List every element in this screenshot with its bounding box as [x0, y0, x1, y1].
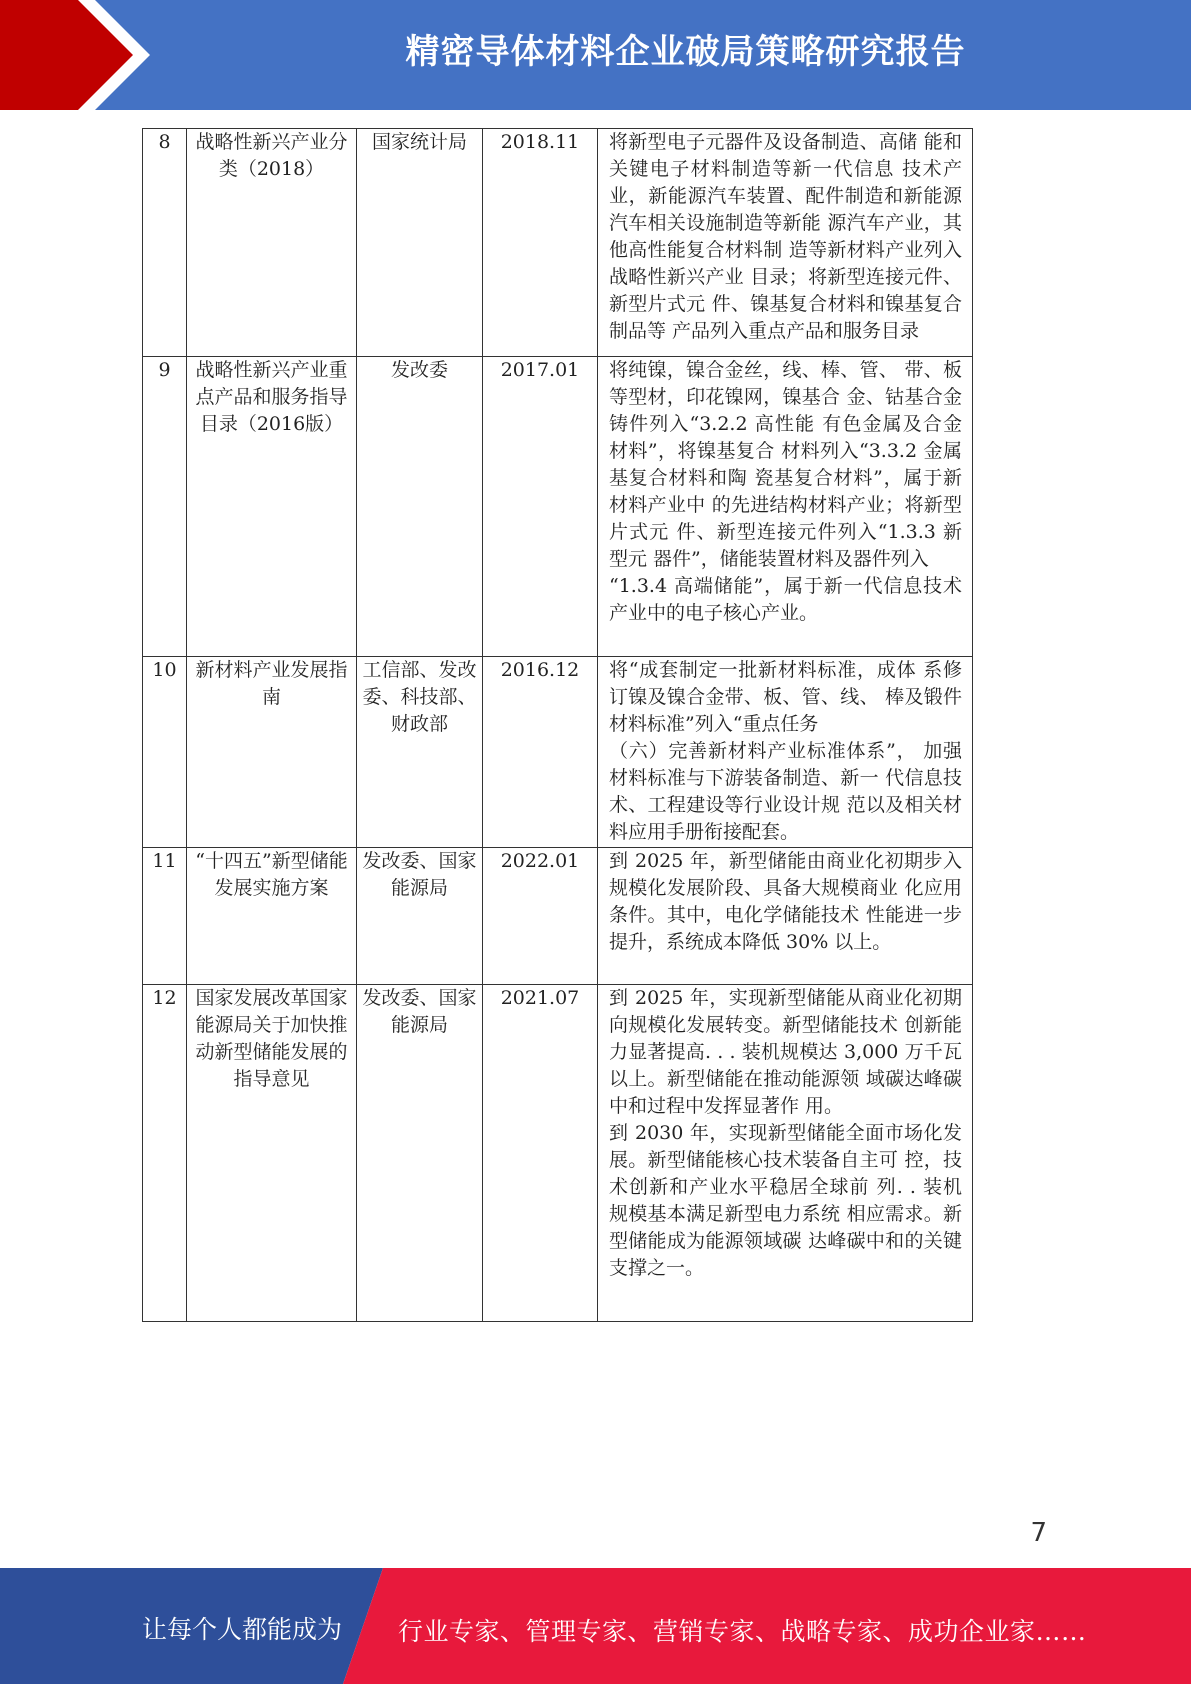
issuing-department: 国家统计局 — [357, 129, 483, 357]
header-band — [0, 0, 1191, 110]
page-number: 7 — [1030, 1518, 1047, 1548]
issuing-department: 发改委 — [357, 357, 483, 657]
description-paragraph: 到 2025 年，实现新型储能从商业化初期向规模化发展转变。新型储能技术 创新能力显著提高. . . 装机规模达 3,000 万千瓦以上。新型储能在推动能源领 域碳达峰碳中和过程中发挥显著作 用。 — [609, 987, 962, 1117]
header-arrow-icon — [0, 0, 160, 110]
policy-name: 战略性新兴产业分类（2018） — [187, 129, 357, 357]
policy-description — [598, 848, 973, 985]
policy-name: “十四五”新型储能发展实施方案 — [187, 848, 357, 985]
policy-name: 新材料产业发展指南 — [187, 657, 357, 848]
policy-name: 战略性新兴产业重点产品和服务指导目录（2016版） — [187, 357, 357, 657]
table-row — [143, 657, 973, 848]
description-paragraph: 到 2030 年，实现新型储能全面市场化发展。新型储能核心技术装备自主可 控，技术创新和产业水平稳居全球前 列. . 装机规模基本满足新型电力系统 相应需求。新型储能成为能源领域碳 达峰碳中和的关键支撑之一。 — [609, 1122, 962, 1279]
policy-description — [598, 657, 973, 848]
issue-date: 2017.01 — [483, 357, 598, 657]
description-paragraph: 将“成套制定一批新材料标准，成体 系修订镍及镍合金带、板、管、线、 棒及锻件材料标准”列入“重点任务 — [609, 659, 962, 735]
issue-date: 2022.01 — [483, 848, 598, 985]
issue-date: 2021.07 — [483, 985, 598, 1322]
report-title: 精密导体材料企业破局策略研究报告 — [405, 32, 966, 72]
row-number: 9 — [143, 357, 187, 657]
policy-name: 国家发展改革国家能源局关于加快推动新型储能发展的指导意见 — [187, 985, 357, 1322]
description-paragraph: （六）完善新材料产业标准体系”， 加强材料标准与下游装备制造、新一 代信息技术、工程建设等行业设计规 范以及相关材料应用手册衔接配套。 — [609, 740, 962, 843]
issue-date: 2018.11 — [483, 129, 598, 357]
issuing-department: 工信部、发改委、科技部、财政部 — [357, 657, 483, 848]
row-number: 8 — [143, 129, 187, 357]
issuing-department: 发改委、国家能源局 — [357, 848, 483, 985]
row-number: 12 — [143, 985, 187, 1322]
description-paragraph: 将纯镍，镍合金丝，线、棒、管、 带、板等型材，印花镍网，镍基合 金、钴基合金铸件列入“3.2.2 高性能 有色金属及合金材料”，将镍基复合 材料列入“3.3.2 金属基复合材料和陶 瓷基复合材料”，属于新材料产业中 的先进结构材料产业；将新型片式元 件、新型连接元件列入“1.3.3 新型元 器件”，储能装置材料及器件列入 — [609, 359, 962, 570]
row-number: 10 — [143, 657, 187, 848]
issue-date: 2016.12 — [483, 657, 598, 848]
footer-slogan-left: 让每个人都能成为 — [142, 1615, 343, 1644]
table-row — [143, 985, 973, 1322]
policy-description — [598, 985, 973, 1322]
table-row — [143, 848, 973, 985]
row-number: 11 — [143, 848, 187, 985]
policy-description — [598, 357, 973, 657]
policy-table — [142, 128, 973, 1322]
policy-description — [598, 129, 973, 357]
footer-slogan-right: 行业专家、管理专家、营销专家、战略专家、成功企业家…… — [398, 1617, 1087, 1646]
description-paragraph: 将新型电子元器件及设备制造、高储 能和关键电子材料制造等新一代信息 技术产业，新能源汽车装置、配件制造和新能源汽车相关设施制造等新能 源汽车产业，其他高性能复合材料制 造等新材料产业列入战略性新兴产业 目录；将新型连接元件、新型片式元 件、镍基复合材料和镍基复合制品等 产品列入重点产品和服务目录 — [609, 131, 962, 342]
table-row — [143, 129, 973, 357]
description-paragraph: “1.3.4 高端储能”，属于新一代信息技术产业中的电子核心产业。 — [609, 575, 962, 624]
table-row — [143, 357, 973, 657]
issuing-department: 发改委、国家能源局 — [357, 985, 483, 1322]
description-paragraph: 到 2025 年，新型储能由商业化初期步入规模化发展阶段、具备大规模商业 化应用条件。其中，电化学储能技术 性能进一步提升，系统成本降低 30% 以上。 — [609, 850, 962, 953]
